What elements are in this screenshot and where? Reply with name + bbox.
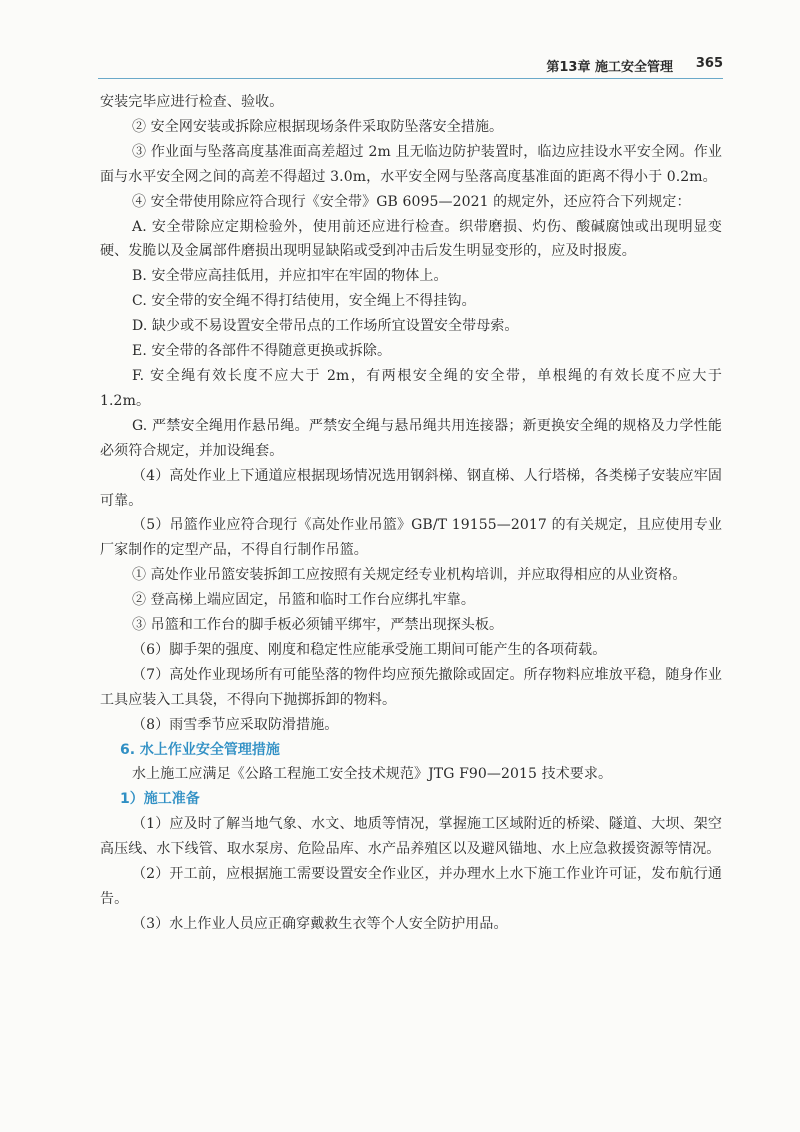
paragraph: C. 安全带的安全绳不得打结使用，安全绳上不得挂钩。 [132,293,476,310]
paragraph: ④ 安全带使用除应符合现行《安全带》GB 6095—2021 的规定外，还应符合下列规定： [132,193,691,210]
paragraph: （7）高处作业现场所有可能坠落的物件均应预先撤除或固定。所存物料应堆放平稳，随身作业工具应装入工具袋，不得向下抛掷拆卸的物料。 [100,666,722,708]
page-number: 365 [695,56,723,71]
paragraph: （6）脚手架的强度、刚度和稳定性应能承受施工期间可能产生的各项荷载。 [132,641,607,658]
body-text [100,90,722,937]
paragraph: （2）开工前，应根据施工需要设置安全作业区，并办理水上水下施工作业许可证，发布航行通告。 [100,866,722,907]
paragraph: （8）雨雪季节应采取防滑措施。 [132,716,339,733]
subsection-heading: 1）施工准备 [120,791,200,808]
section-intro: 水上施工应满足《公路工程施工安全技术规范》JTG F90—2015 技术要求。 [132,766,613,783]
paragraph: （1）应及时了解当地气象、水文、地质等情况，掌握施工区域附近的桥梁、隧道、大坝、架空高压线、水下线管、取水泵房、危险品库、水产品养殖区以及避风锚地、水上应急救援资源等情况。 [100,816,722,858]
paragraph: A. 安全带除应定期检验外，使用前还应进行检查。织带磨损、灼伤、酸碱腐蚀或出现明显变硬、发脆以及金属部件磨损出现明显缺陷或受到冲击后发生明显变形的，应及时报废。 [100,218,722,260]
paragraph: E. 安全带的各部件不得随意更换或拆除。 [132,343,392,360]
paragraph: ③ 作业面与坠落高度基准面高差超过 2m 且无临边防护装置时，临边应挂设水平安全网。作业面与水平安全网之间的高差不得超过 3.0m，水平安全网与坠落高度基准面的距离不得小于 0.2m。 [100,143,722,185]
paragraph: ① 高处作业吊篮安装拆卸工应按照有关规定经专业机构培训，并应取得相应的从业资格。 [132,567,687,584]
section-heading: 6. 水上作业安全管理措施 [120,741,280,758]
paragraph: （4）高处作业上下通道应根据现场情况选用钢斜梯、钢直梯、人行塔梯，各类梯子安装应牢固可靠。 [100,467,722,509]
paragraph: ② 登高梯上端应固定，吊篮和临时工作台应绑扎牢靠。 [132,592,475,609]
paragraph: B. 安全带应高挂低用，并应扣牢在牢固的物体上。 [132,268,448,285]
chapter-title: 第13章 施工安全管理 [546,60,673,75]
paragraph: （3）水上作业人员应正确穿戴救生衣等个人安全防护用品。 [132,915,508,932]
paragraph: 安装完毕应进行检查、验收。 [100,94,284,110]
paragraph: D. 缺少或不易设置安全带吊点的工作场所宜设置安全带母索。 [132,318,519,335]
paragraph: F. 安全绳有效长度不应大于 2m，有两根安全绳的安全带，单根绳的有效长度不应大于 1.2m。 [100,367,722,409]
paragraph: （5）吊篮作业应符合现行《高处作业吊篮》GB/T 19155—2017 的有关规定，且应使用专业厂家制作的定型产品，不得自行制作吊篮。 [100,517,722,559]
paragraph: G. 严禁安全绳用作悬吊绳。严禁安全绳与悬吊绳共用连接器；新更换安全绳的规格及力学性能必须符合规定，并加设绳套。 [100,417,722,459]
page-header [98,54,723,79]
paragraph: ② 安全网安装或拆除应根据现场条件采取防坠落安全措施。 [132,118,504,135]
paragraph: ③ 吊篮和工作台的脚手板必须铺平绑牢，严禁出现探头板。 [132,617,504,634]
